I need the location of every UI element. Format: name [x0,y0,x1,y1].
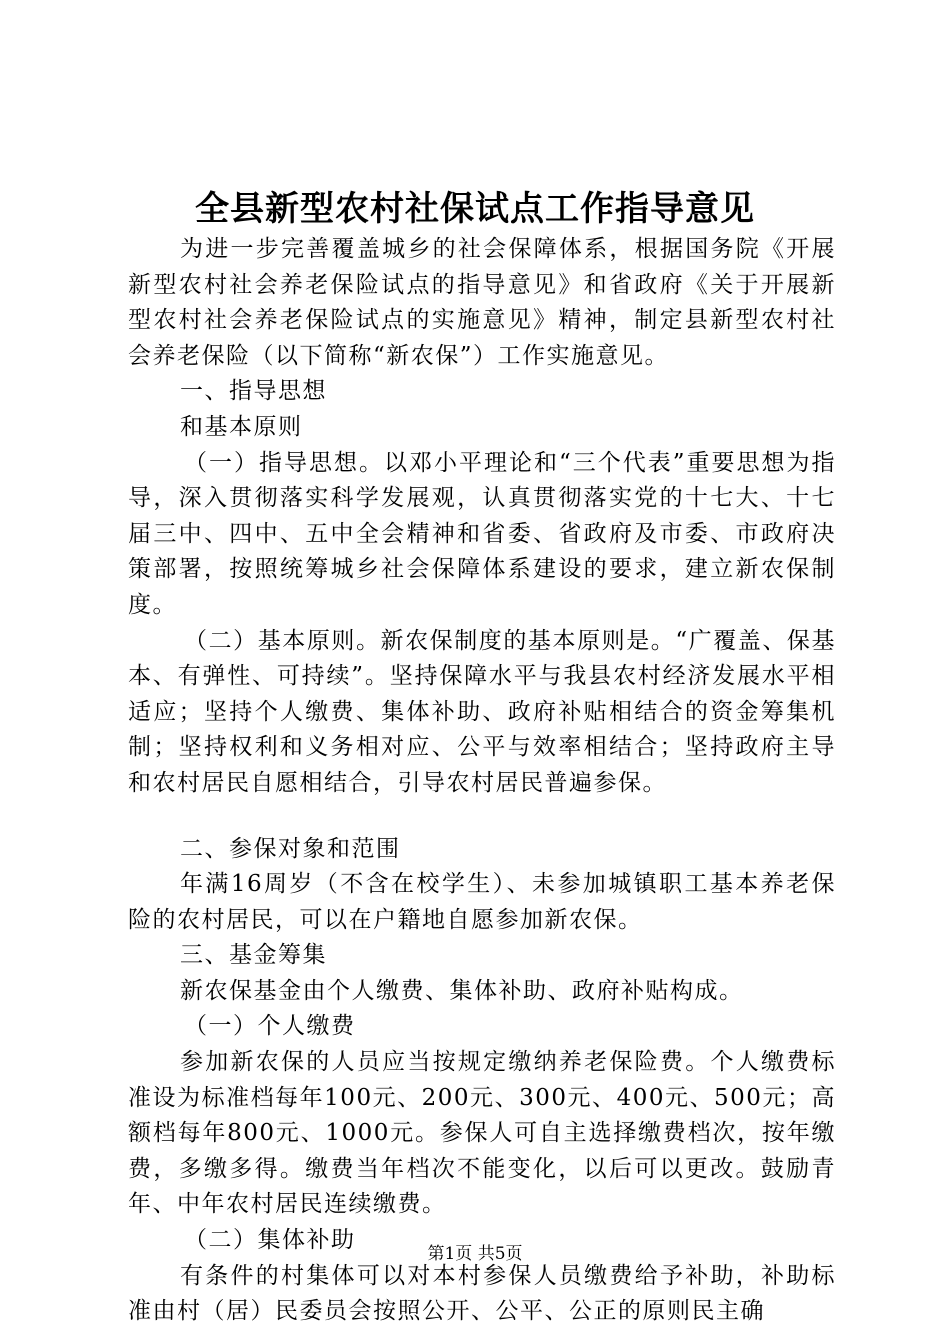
paragraph-fund-raising: 新农保基金由个人缴费、集体补助、政府补贴构成。 [180,977,744,1004]
paragraph-basic-principles: （二）基本原则。新农保制度的基本原则是。“广覆盖、保基本、有弹性、可持续”。坚持保障水平与我县农村经济发展水平相适应；坚持个人缴费、集体补助、政府补贴相结合的资金筹集机制；坚持权利和义务相对应、公平与效率相结合；坚持政府主导和农村居民自愿相结合，引导农村居民普遍参保。 [128,627,836,796]
paragraph-intro: 为进一步完善覆盖城乡的社会保障体系，根据国务院《开展新型农村社会养老保险试点的指导意见》和省政府《关于开展新型农村社会养老保险试点的实施意见》精神，制定县新型农村社会养老保险（以下简称“新农保”）工作实施意见。 [128,236,836,369]
paragraph-guiding-thought: （一）指导思想。以邓小平理论和“三个代表”重要思想为指导，深入贯彻落实科学发展观，认真贯彻落实党的十七大、十七届三中、四中、五中全会精神和省委、省政府及市委、市政府决策部署，按照统筹城乡社会保障体系建设的要求，建立新农保制度。 [128,449,836,618]
page-number: 第1页 共5页 [427,1244,523,1264]
paragraph-collective-subsidy: 有条件的村集体可以对本村参保人员缴费给予补助，补助标准由村（居）民委员会按照公开、公平、公正的原则民主确 [128,1262,836,1325]
paragraph-coverage: 年满16周岁（不含在校学生）、未参加城镇职工基本养老保险的农村居民，可以在户籍地自愿参加新农保。 [128,871,836,933]
heading-coverage: 二、参保对象和范围 [180,835,401,862]
heading-guiding-thought: 一、指导思想 [180,378,327,405]
heading-collective-subsidy: （二）集体补助 [184,1227,356,1254]
paragraph-individual-contribution: 参加新农保的人员应当按规定缴纳养老保险费。个人缴费标准设为标准档每年100元、200元、300元、400元、500元；高额档每年800元、1000元。参保人可自主选择缴费档次，按年缴费，多缴多得。缴费当年档次不能变化，以后可以更改。鼓励青年、中年农村居民连续缴费。 [128,1049,836,1218]
heading-individual-contribution: （一）个人缴费 [184,1013,356,1040]
spacer [128,802,836,832]
document-body [128,232,836,1330]
heading-fund-raising: 三、基金筹集 [180,942,327,969]
document-title: 全县新型农村社保试点工作指导意见 [195,189,755,229]
heading-basic-principles: 和基本原则 [180,413,303,440]
